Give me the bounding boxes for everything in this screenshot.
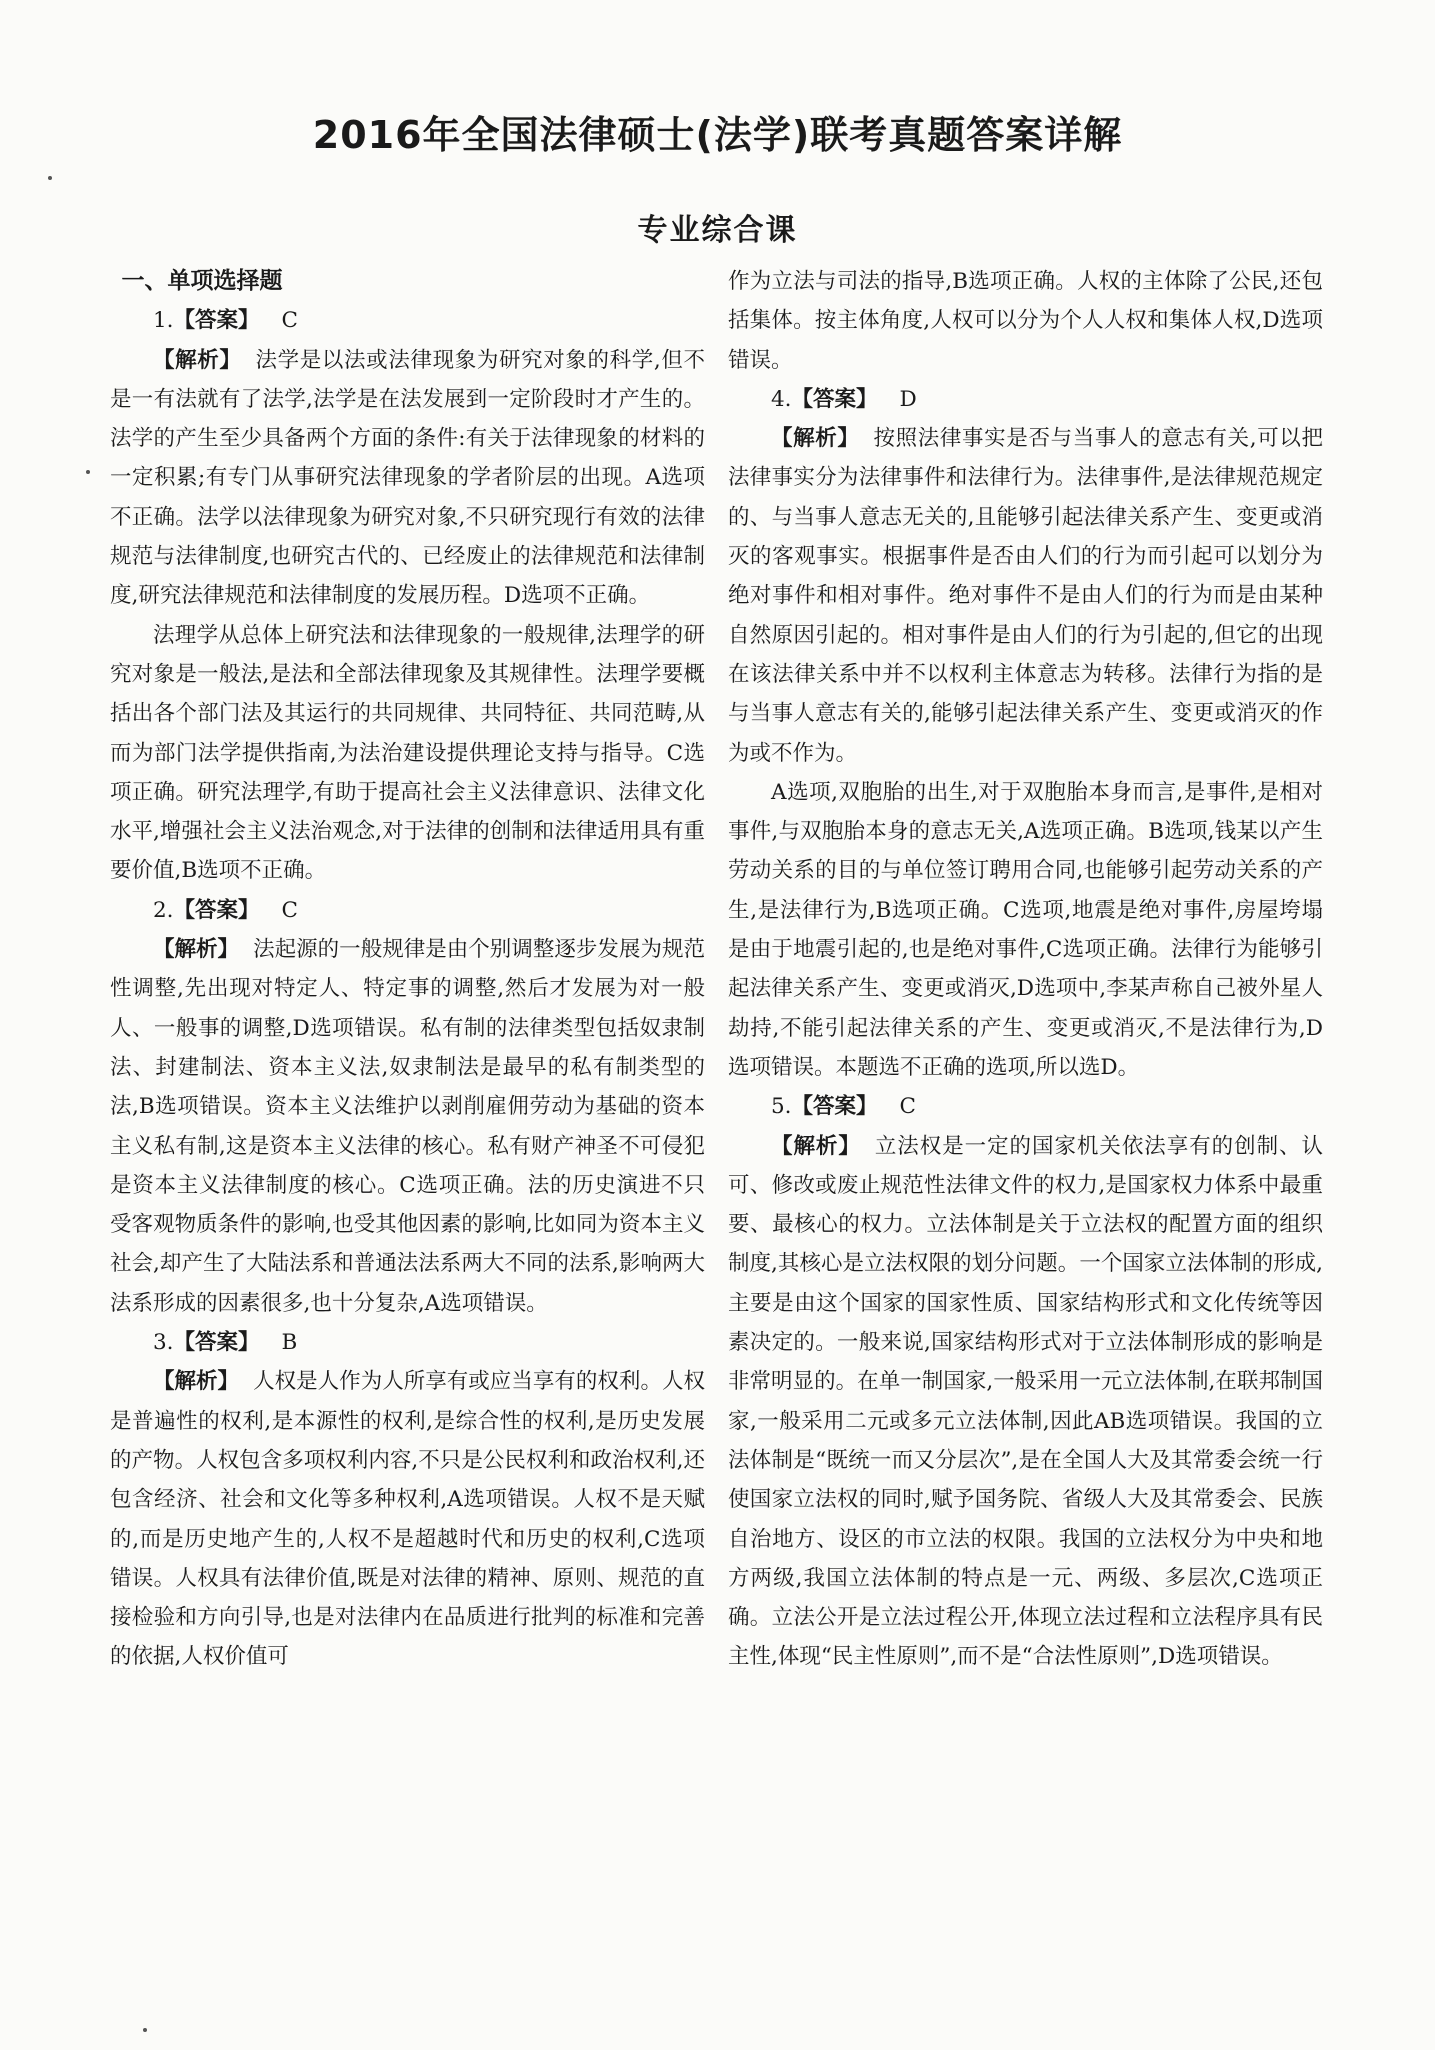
answer-line-5 xyxy=(728,1087,1323,1126)
analysis-tag: 【解析】 xyxy=(771,426,860,452)
scan-speck xyxy=(143,2028,147,2032)
section-subtitle: 专业综合课 xyxy=(637,213,798,248)
answer-line-4 xyxy=(728,380,1323,419)
right-column xyxy=(728,262,1323,1677)
scan-speck xyxy=(48,176,52,180)
question-number: 1. xyxy=(153,308,174,334)
question-number: 3. xyxy=(153,1330,174,1356)
analysis-paragraph xyxy=(728,1127,1323,1677)
question-number: 5. xyxy=(771,1094,792,1120)
analysis-tag: 【解析】 xyxy=(153,347,242,373)
body-paragraph-continued: 作为立法与司法的指导,B选项正确。人权的主体除了公民,还包括集体。按主体角度,人权可以分为个人人权和集体人权,D选项错误。 xyxy=(728,269,1323,373)
analysis-tag: 【解析】 xyxy=(153,937,240,963)
left-column xyxy=(110,262,705,1677)
answer-tag: 【答案】 xyxy=(173,308,260,334)
answer-tag: 【答案】 xyxy=(173,897,260,923)
scan-speck xyxy=(86,470,90,474)
analysis-text: 立法权是一定的国家机关依法享有的创制、认可、修改或废止规范性法律文件的权力,是国家权力体系中最重要、最核心的权力。立法体制是关于立法权的配置方面的组织制度,其核心是立法权限的划分问题。一个国家立法体制的形成,主要是由这个国家的国家性质、国家结构形式和文化传统等因素决定的。一般来说,国家结构形式对于立法体制形成的影响是非常明显的。在单一制国家,一般采用一元立法体制,在联邦制国家,一般采用二元或多元立法体制,因此AB选项错误。我国的立法体制是“既统一而又分层次”,是在全国人大及其常委会统一行使国家立法权的同时,赋予国务院、省级人大及其常委会、民族自治地方、设区的市立法的权限。我国的立法权分为中央和地方两级,我国立法体制的特点是一元、两级、多层次,C选项正确。立法公开是立法过程公开,体现立法过程和立法程序具有民主性,体现“民主性原则”,而不是“合法性原则”,D选项错误。 xyxy=(728,1133,1323,1670)
answer-line-2 xyxy=(110,891,705,930)
analysis-text: 按照法律事实是否与当事人的意志有关,可以把法律事实分为法律事件和法律行为。法律事件,是法律规范规定的、与当事人意志无关的,且能够引起法律关系产生、变更或消灭的客观事实。根据事件是否由人们的行为而引起可以划分为绝对事件和相对事件。绝对事件不是由人们的行为而是由某种自然原因引起的。相对事件是由人们的行为引起的,但它的出现在该法律关系中并不以权利主体意志为转移。法律行为指的是与当事人意志有关的,能够引起法律关系产生、变更或消灭的作为或不作为。 xyxy=(728,426,1323,766)
answer-letter: D xyxy=(899,386,917,412)
answer-line-1 xyxy=(110,301,705,340)
question-number: 2. xyxy=(153,897,174,923)
analysis-text: 人权是人作为人所享有或应当享有的权利。人权是普遍性的权利,是本源性的权利,是综合性的权利,是历史发展的产物。人权包含多项权利内容,不只是公民权利和政治权利,还包含经济、社会和文化等多种权利,A选项错误。人权不是天赋的,而是历史地产生的,人权不是超越时代和历史的权利,C选项错误。人权具有法律价值,既是对法律的精神、原则、规范的直接检验和方向引导,也是对法律内在品质进行批判的标准和完善的依据,人权价值可 xyxy=(110,1369,705,1670)
analysis-text: 法起源的一般规律是由个别调整逐步发展为规范性调整,先出现对特定人、特定事的调整,然后才发展为对一般人、一般事的调整,D选项错误。私有制的法律类型包括奴隶制法、封建制法、资本主义法,奴隶制法是最早的私有制类型的法,B选项错误。资本主义法维护以剥削雇佣劳动为基础的资本主义私有制,这是资本主义法律的核心。私有财产神圣不可侵犯是资本主义法律制度的核心。C选项正确。法的历史演进不只受客观物质条件的影响,也受其他因素的影响,比如同为资本主义社会,却产生了大陆法系和普通法法系两大不同的法系,影响两大法系形成的因素很多,也十分复杂,A选项错误。 xyxy=(110,937,705,1316)
analysis-text: 法学是以法或法律现象为研究对象的科学,但不是一有法就有了法学,法学是在法发展到一定阶段时才产生的。法学的产生至少具备两个方面的条件:有关于法律现象的材料的一定积累;有专门从事研究法律现象的学者阶层的出现。A选项不正确。法学以法律现象为研究对象,不只研究现行有效的法律规范与法律制度,也研究古代的、已经废止的法律规范和法律制度,研究法律规范和法律制度的发展历程。D选项不正确。 xyxy=(110,347,705,609)
analysis-paragraph xyxy=(110,341,705,616)
answer-letter: C xyxy=(899,1094,916,1120)
analysis-paragraph xyxy=(110,1362,705,1676)
answer-tag: 【答案】 xyxy=(791,386,878,412)
answer-letter: C xyxy=(281,308,298,334)
analysis-paragraph xyxy=(728,419,1323,773)
question-number: 4. xyxy=(771,386,792,412)
answer-letter: B xyxy=(281,1330,298,1356)
body-paragraph: 法理学从总体上研究法和法律现象的一般规律,法理学的研究对象是一般法,是法和全部法律现象及其规律性。法理学要概括出各个部门法及其运行的共同规律、共同特征、共同范畴,从而为部门法学提供指南,为法治建设提供理论支持与指导。C选项正确。研究法理学,有助于提高社会主义法律意识、法律文化水平,增强社会主义法治观念,对于法律的创制和法律适用具有重要价值,B选项不正确。 xyxy=(110,622,705,884)
section-heading: 一、单项选择题 xyxy=(121,268,283,294)
analysis-paragraph xyxy=(110,930,705,1323)
answer-tag: 【答案】 xyxy=(791,1094,878,1120)
answer-letter: C xyxy=(281,897,298,923)
page-title: 2016年全国法律硕士(法学)联考真题答案详解 xyxy=(312,113,1123,157)
answer-line-3 xyxy=(110,1323,705,1362)
answer-tag: 【答案】 xyxy=(173,1330,260,1356)
body-paragraph: A选项,双胞胎的出生,对于双胞胎本身而言,是事件,是相对事件,与双胞胎本身的意志无关,A选项正确。B选项,钱某以产生劳动关系的目的与单位签订聘用合同,也能够引起劳动关系的产生,是法律行为,B选项正确。C选项,地震是绝对事件,房屋垮塌是由于地震引起的,也是绝对事件,C选项正确。法律行为能够引起法律关系产生、变更或消灭,D选项中,李某声称自己被外星人劫持,不能引起法律关系的产生、变更或消灭,不是法律行为,D选项错误。本题选不正确的选项,所以选D。 xyxy=(728,779,1323,1080)
analysis-tag: 【解析】 xyxy=(771,1133,861,1159)
analysis-tag: 【解析】 xyxy=(153,1369,240,1395)
